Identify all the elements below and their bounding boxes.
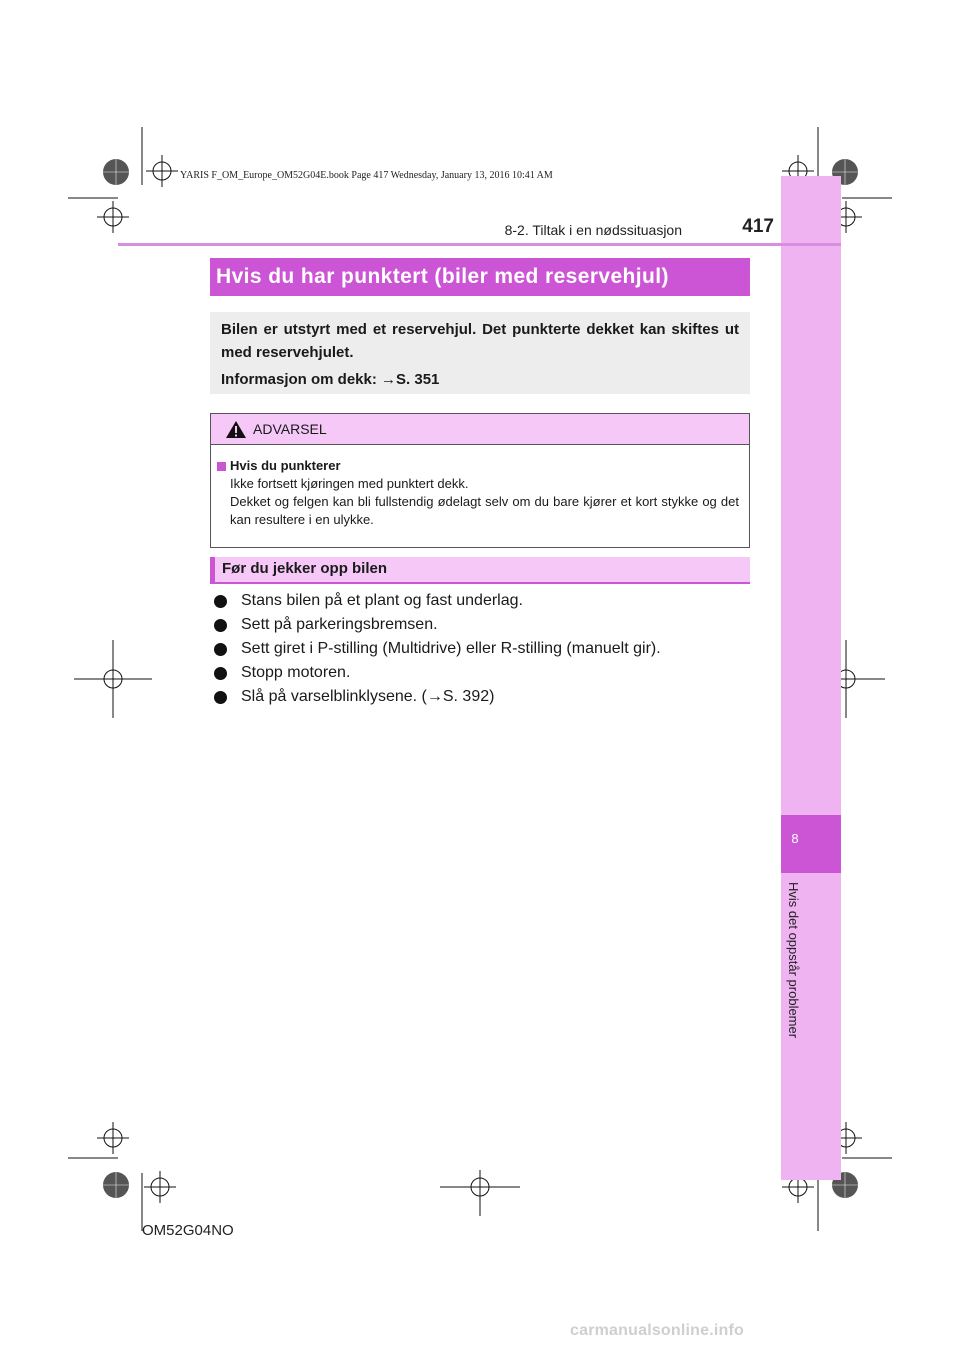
print-header: YARIS F_OM_Europe_OM52G04E.book Page 417 Wednesday, January 13, 2016 10:41 AM [180, 170, 553, 181]
list-item-text: Slå på varselblinklysene. (→S. 392) [241, 688, 495, 705]
list-item-text: Sett på parkeringsbremsen. [241, 616, 438, 633]
warning-box [210, 413, 750, 548]
chapter-title: Hvis det oppstår problemer [786, 882, 801, 1039]
bullet-dot-icon [214, 667, 227, 680]
warning-header [211, 414, 749, 445]
watermark: carmanualsonline.info [570, 1322, 745, 1339]
warning-label: ADVARSEL [253, 421, 327, 437]
subheading: Før du jekker opp bilen [210, 557, 750, 584]
list-item [214, 589, 754, 613]
list-item [214, 661, 754, 685]
list-item-text: Sett giret i P-stilling (Multidrive) eller R-stilling (manuelt gir). [241, 640, 661, 657]
bullet-dot-icon [214, 691, 227, 704]
warning-triangle-icon [225, 420, 247, 439]
warning-line-1: Ikke fortsett kjøringen med punktert dekk. [230, 476, 469, 491]
bullet-dot-icon [214, 643, 227, 656]
list-item-text: Stans bilen på et plant og fast underlag. [241, 592, 523, 609]
page-title: Hvis du har punktert (biler med reservehjul) [210, 258, 750, 296]
list-item [214, 685, 754, 709]
page-number: 417 [742, 216, 774, 237]
intro-reference: Informasjon om dekk: →S. 351 [221, 371, 440, 388]
list-item-text: Stopp motoren. [241, 664, 351, 681]
bullet-list [214, 589, 754, 709]
warning-title: Hvis du punkterer [230, 458, 341, 473]
bullet-dot-icon [214, 595, 227, 608]
header-rule [118, 243, 841, 246]
warning-body [211, 445, 749, 529]
bullet-dot-icon [214, 619, 227, 632]
intro-box [210, 312, 750, 394]
chapter-number: 8 [791, 831, 799, 846]
warning-line-2: Dekket og felgen kan bli fullstendig ødelagt selv om du bare kjører et kort stykke og det kan resultere i en ulykke. [230, 494, 739, 527]
intro-text: Bilen er utstyrt med et reservehjul. Det punkterte dekket kan skiftes ut med reservehjulet. [221, 321, 739, 361]
warning-title-row [217, 457, 739, 475]
square-bullet-icon [217, 462, 226, 471]
list-item [214, 637, 754, 661]
list-item [214, 613, 754, 637]
document-code: OM52G04NO [142, 1222, 234, 1239]
section-header: 8-2. Tiltak i en nødssituasjon [504, 222, 682, 238]
